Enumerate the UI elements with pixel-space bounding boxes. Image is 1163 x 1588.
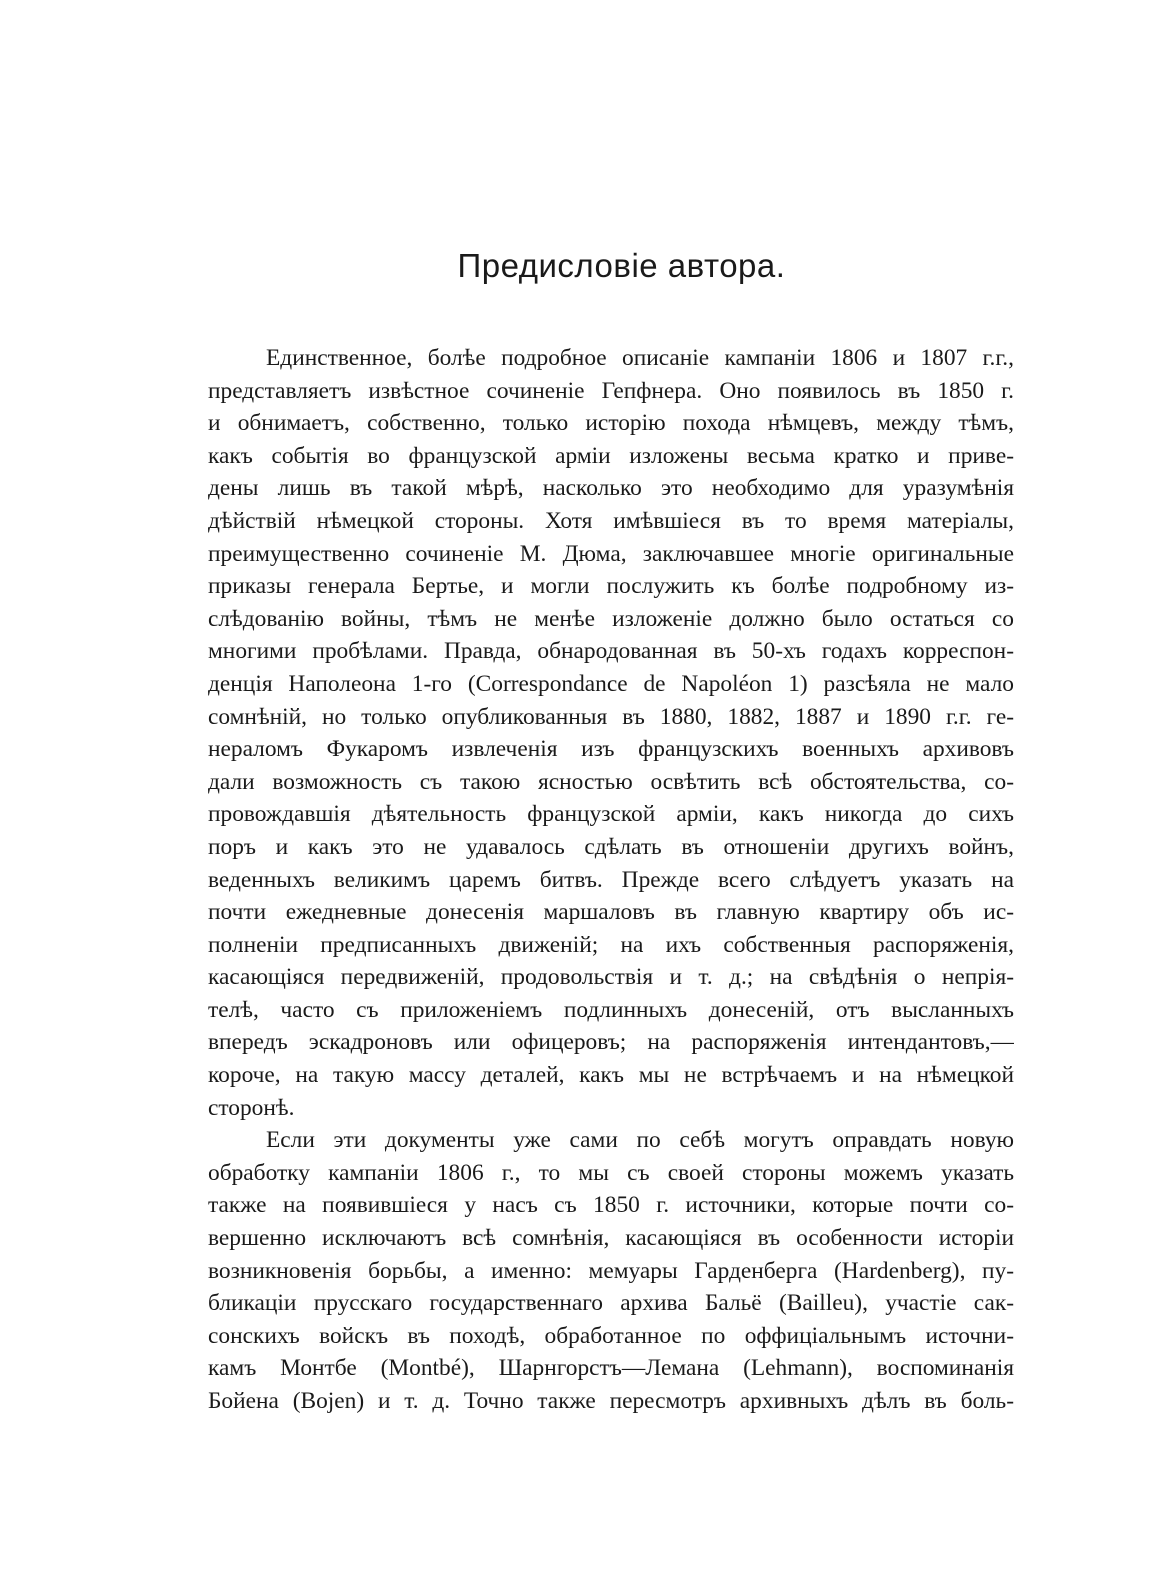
text-line: какъ событія во французской арміи изложены весьма кратко и приве- (208, 442, 1014, 469)
text-line: Бойена (Bojen) и т. д. Точно также пересмотръ архивныхъ дѣлъ въ боль- (208, 1388, 1014, 1414)
text-line: представляетъ извѣстное сочиненіе Гепфнера. Оно появилось въ 1850 г. (208, 377, 1014, 404)
text-line: провождавшія дѣятельность французской арміи, какъ никогда до сихъ (208, 801, 1014, 828)
text-line: Единственное, болѣе подробное описаніе кампаніи 1806 и 1807 г.г., (266, 345, 1014, 371)
text-line: дали возможность съ такою ясностью освѣтить всѣ обстоятельства, со- (208, 768, 1014, 795)
text-line: полненіи предписанныхъ движеній; на ихъ собственныя распоряженія, (208, 931, 1014, 958)
text-line: сомнѣній, но только опубликованныя въ 1880, 1882, 1887 и 1890 г.г. ге- (208, 703, 1014, 730)
text-line: бликаціи прусскаго государственнаго архива Бальё (Bailleu), участіе сак- (208, 1290, 1014, 1317)
text-line: слѣдованію войны, тѣмъ не менѣе изложеніе должно было остаться со (208, 605, 1014, 632)
page-title: Предисловіе автора. (457, 247, 786, 284)
text-line: возникновенія борьбы, а именно: мемуары Гарденберга (Hardenberg), пу- (208, 1257, 1014, 1284)
text-line: также на появившіеся у насъ съ 1850 г. источники, которые почти со- (208, 1192, 1014, 1219)
text-line: дены лишь въ такой мѣрѣ, насколько это необходимо для уразумѣнія (208, 475, 1014, 502)
text-line: нераломъ Фукаромъ извлеченія изъ французскихъ военныхъ архивовъ (208, 736, 1014, 763)
text-line: вершенно исключаютъ всѣ сомнѣнія, касающіяся въ особенности исторіи (208, 1225, 1014, 1252)
body-text (208, 342, 1014, 1418)
text-line: приказы генерала Бертье, и могли послужить къ болѣе подробному из- (208, 573, 1014, 600)
text-line: и обнимаетъ, собственно, только исторію похода нѣмцевъ, между тѣмъ, (208, 410, 1014, 437)
text-line: телѣ, часто съ приложеніемъ подлинныхъ донесеній, отъ высланныхъ (208, 996, 1014, 1023)
text-line: касающіяся передвиженій, продовольствія и т. д.; на свѣдѣнія о непрія- (208, 964, 1014, 991)
text-line: короче, на такую массу деталей, какъ мы не встрѣчаемъ и на нѣмецкой (208, 1062, 1014, 1089)
text-line: дѣйствій нѣмецкой стороны. Хотя имѣвшіеся въ то время матеріалы, (208, 507, 1014, 534)
text-line: поръ и какъ это не удавалось сдѣлать въ отношеніи другихъ войнъ, (208, 833, 1014, 860)
text-line: Если эти документы уже сами по себѣ могутъ оправдать новую (266, 1127, 1014, 1154)
text-line: многими пробѣлами. Правда, обнародованная въ 50-хъ годахъ корреспон- (208, 638, 1014, 665)
text-line: камъ Монтбе (Montbé), Шарнгорстъ—Лемана (Lehmann), воспоминанія (208, 1355, 1014, 1382)
text-line: впередъ эскадроновъ или офицеровъ; на распоряженія интендантовъ,— (208, 1029, 1014, 1056)
text-line: веденныхъ великимъ царемъ битвъ. Прежде всего слѣдуетъ указать на (208, 866, 1014, 893)
text-line: почти ежедневные донесенія маршаловъ въ главную квартиру объ ис- (208, 899, 1014, 926)
text-line: сторонѣ. (208, 1094, 295, 1121)
text-line: преимущественно сочиненіе М. Дюма, заключавшее многіе оригинальные (208, 540, 1014, 567)
text-line: денція Наполеона 1-го (Correspondance de Napoléon 1) разсѣяла не мало (208, 670, 1014, 697)
text-line: сонскихъ войскъ въ походѣ, обработанное по оффиціальнымъ источни- (208, 1322, 1014, 1349)
text-line: обработку кампаніи 1806 г., то мы съ своей стороны можемъ указать (208, 1159, 1014, 1186)
